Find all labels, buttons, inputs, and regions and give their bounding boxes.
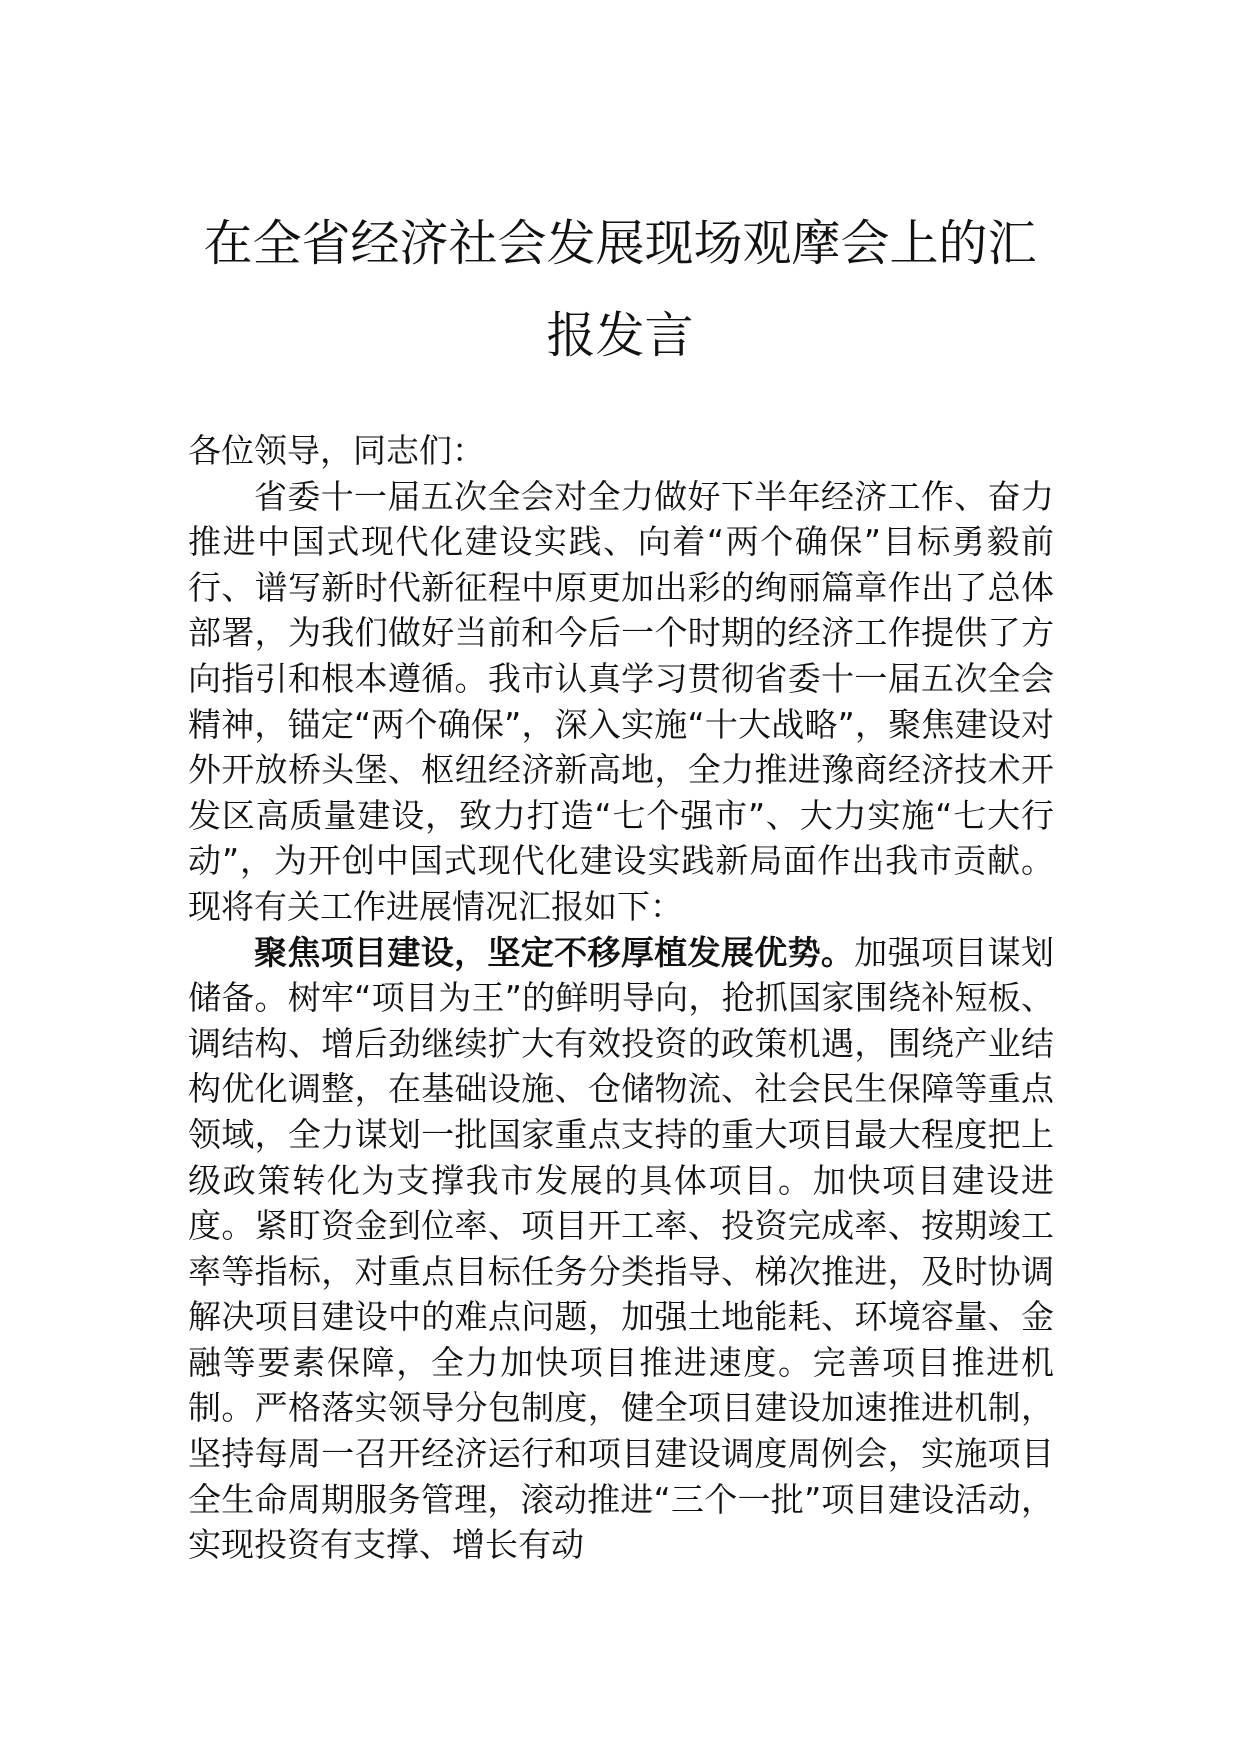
section-body: 加强项目谋划储备。树牢“项目为王”的鲜明导向，抢抓国家围绕补短板、调结构、增后劲继续扩大有效投资的政策机遇，围绕产业结构优化调整，在基础设施、仓储物流、社会民生保障等重点领域，全力谋划一批国家重点支持的重大项目最大程度把上级政策转化为支撑我市发展的具体项目。加快项目建设进度。紧盯资金到位率、项目开工率、投资完成率、按期竣工率等指标，对重点目标任务分类指导、梯次推进，及时协调解决项目建设中的难点问题，加强土地能耗、环境容量、金融等要素保障，全力加快项目推进速度。完善项目推进机制。严格落实领导分包制度，健全项目建设加速推进机制，坚持每周一召开经济运行和项目建设调度周例会，实施项目全生命周期服务管理，滚动推进“三个一批”项目建设活动，实现投资有支撑、增长有动 — [188, 932, 1055, 1565]
document-body — [188, 428, 1054, 1568]
paragraph-intro: 省委十一届五次全会对全力做好下半年经济工作、奋力推进中国式现代化建设实践、向着“两个确保”目标勇毅前行、谱写新时代新征程中原更加出彩的绚丽篇章作出了总体部署，为我们做好当前和今后一个时期的经济工作提供了方向指引和根本遵循。我市认真学习贯彻省委十一届五次全会精神，锚定“两个确保”，深入实施“十大战略”，聚焦建设对外开放桥头堡、枢纽经济新高地，全力推进豫商经济技术开发区高质量建设，致力打造“七个强市”、大力实施“七大行动”，为开创中国式现代化建设实践新局面作出我市贡献。现将有关工作进展情况汇报如下： — [188, 476, 1054, 926]
document-title: 在全省经济社会发展现场观摩会上的汇报发言 — [203, 215, 1037, 364]
paragraph-section-1 — [188, 930, 1054, 1568]
section-lead: 聚焦项目建设，坚定不移厚植发展优势。 — [254, 932, 855, 972]
salutation: 各位领导，同志们： — [188, 431, 485, 470]
